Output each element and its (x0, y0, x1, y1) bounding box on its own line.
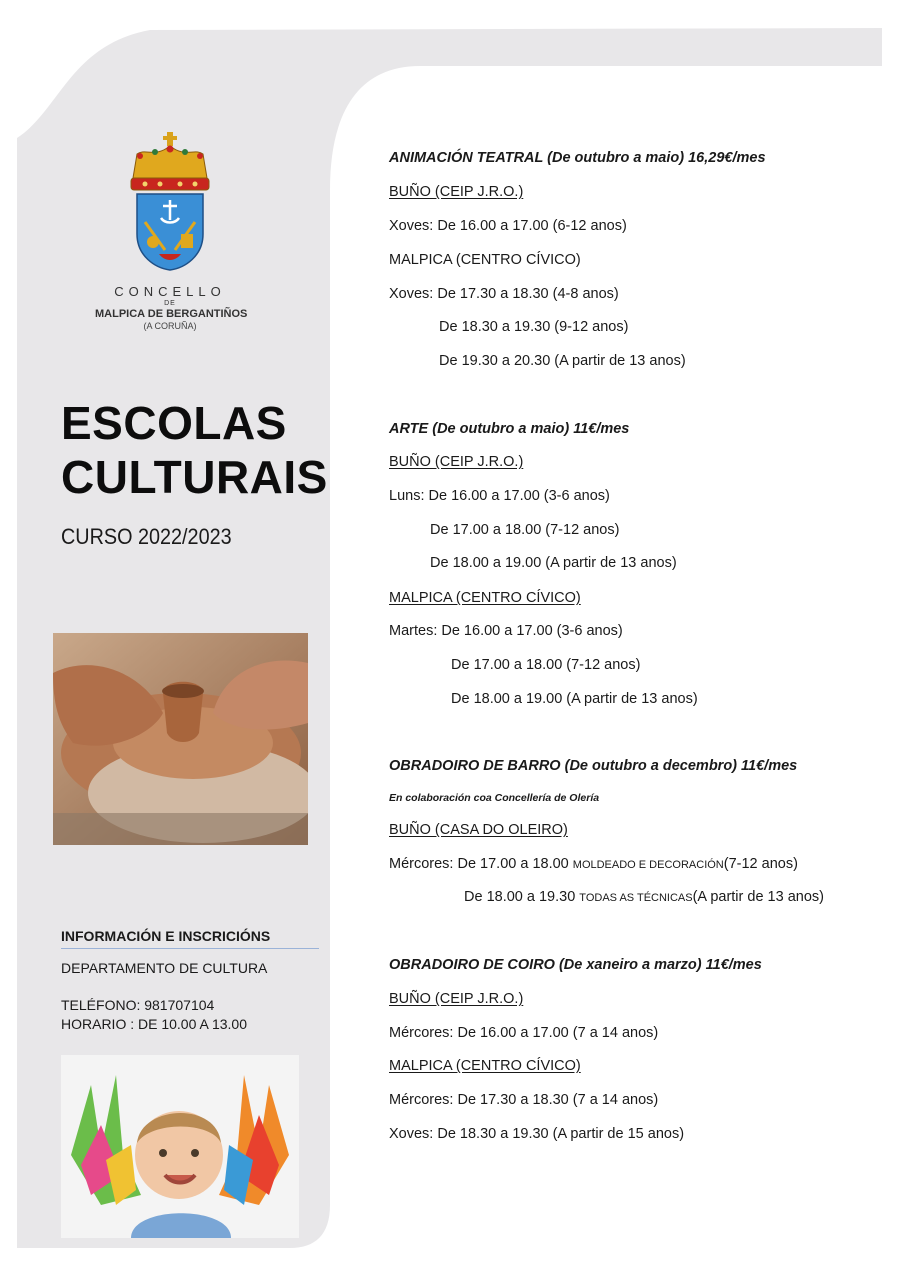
coiro-location-buno: BUÑO (CEIP J.R.O.) (389, 991, 524, 1007)
arte-line-2: De 17.00 a 18.00 (7-12 anos) (430, 522, 620, 538)
title-line-2: CULTURAIS (61, 451, 328, 503)
barro-line-1-ages: (7-12 anos) (723, 856, 798, 872)
barro-line-1 (389, 856, 798, 872)
coiro-line-3: Xoves: De 18.30 a 19.30 (A partir de 15 anos) (389, 1126, 685, 1142)
logo-province: (A CORUÑA) (143, 321, 197, 331)
teatral-location-buno: BUÑO (CEIP J.R.O.) (389, 184, 524, 200)
barro-line-2 (464, 889, 824, 905)
teatral-line-4: De 19.30 a 20.30 (A partir de 13 anos) (439, 353, 686, 369)
barro-location-buno: BUÑO (CASA DO OLEIRO) (389, 822, 568, 838)
logo-de: DE (164, 300, 176, 307)
barro-line-2-ages: (A partir de 13 anos) (692, 889, 824, 905)
arte-line-4: Martes: De 16.00 a 17.00 (3-6 anos) (389, 623, 623, 639)
arte-location-malpica: MALPICA (CENTRO CÍVICO) (389, 590, 581, 606)
barro-line-1-technique: MOLDEADO E DECORACIÓN (572, 859, 724, 871)
arte-heading: ARTE (De outubro a maio) 11€/mes (389, 421, 630, 437)
title-line-1: ESCOLAS (61, 397, 287, 449)
municipal-logo (95, 130, 248, 331)
logo-concello: CONCELLO (114, 284, 226, 299)
arte-line-6: De 18.00 a 19.00 (A partir de 13 anos) (451, 691, 698, 707)
arte-line-1: Luns: De 16.00 a 17.00 (3-6 anos) (389, 488, 610, 504)
teatral-line-2: Xoves: De 17.30 a 18.30 (4-8 anos) (389, 286, 619, 302)
barro-line-1-time: Mércores: De 17.00 a 18.00 (389, 856, 573, 872)
teatral-line-3: De 18.30 a 19.30 (9-12 anos) (439, 319, 629, 335)
info-heading: INFORMACIÓN E INSCRICIÓNS (61, 928, 319, 949)
coiro-line-1: Mércores: De 16.00 a 17.00 (7 a 14 anos) (389, 1025, 659, 1041)
barro-heading: OBRADOIRO DE BARRO (De outubro a decembro) 11€/mes (389, 758, 798, 774)
child-painted-hands-photo (61, 1055, 299, 1238)
teatral-location-malpica: MALPICA (CENTRO CÍVICO) (389, 252, 581, 268)
coiro-location-malpica: MALPICA (CENTRO CÍVICO) (389, 1058, 581, 1074)
teatral-line-1: Xoves: De 16.00 a 17.00 (6-12 anos) (389, 218, 627, 234)
coat-of-arms-icon (125, 130, 215, 272)
pottery-photo (53, 633, 308, 845)
barro-note: En colaboración coa Concellería de Olería (389, 792, 600, 804)
teatral-heading: ANIMACIÓN TEATRAL (De outubro a maio) 16,29€/mes (389, 150, 766, 166)
arte-line-3: De 18.00 a 19.00 (A partir de 13 anos) (430, 555, 677, 571)
info-department: DEPARTAMENTO DE CULTURA (61, 960, 268, 976)
page-title (61, 396, 328, 504)
arte-line-5: De 17.00 a 18.00 (7-12 anos) (451, 657, 641, 673)
coiro-line-2: Mércores: De 17.30 a 18.30 (7 a 14 anos) (389, 1092, 659, 1108)
barro-line-2-time: De 18.00 a 19.30 (464, 889, 580, 905)
arte-location-buno: BUÑO (CEIP J.R.O.) (389, 454, 524, 470)
logo-municipality: MALPICA DE BERGANTIÑOS (95, 308, 248, 320)
info-hours: HORARIO : DE 10.00 A 13.00 (61, 1016, 247, 1032)
info-phone: TELÉFONO: 981707104 (61, 997, 215, 1013)
barro-line-2-technique: TODAS AS TÉCNICAS (579, 892, 693, 904)
course-year: CURSO 2022/2023 (61, 524, 232, 549)
coiro-heading: OBRADOIRO DE COIRO (De xaneiro a marzo) 11€/mes (389, 957, 762, 973)
